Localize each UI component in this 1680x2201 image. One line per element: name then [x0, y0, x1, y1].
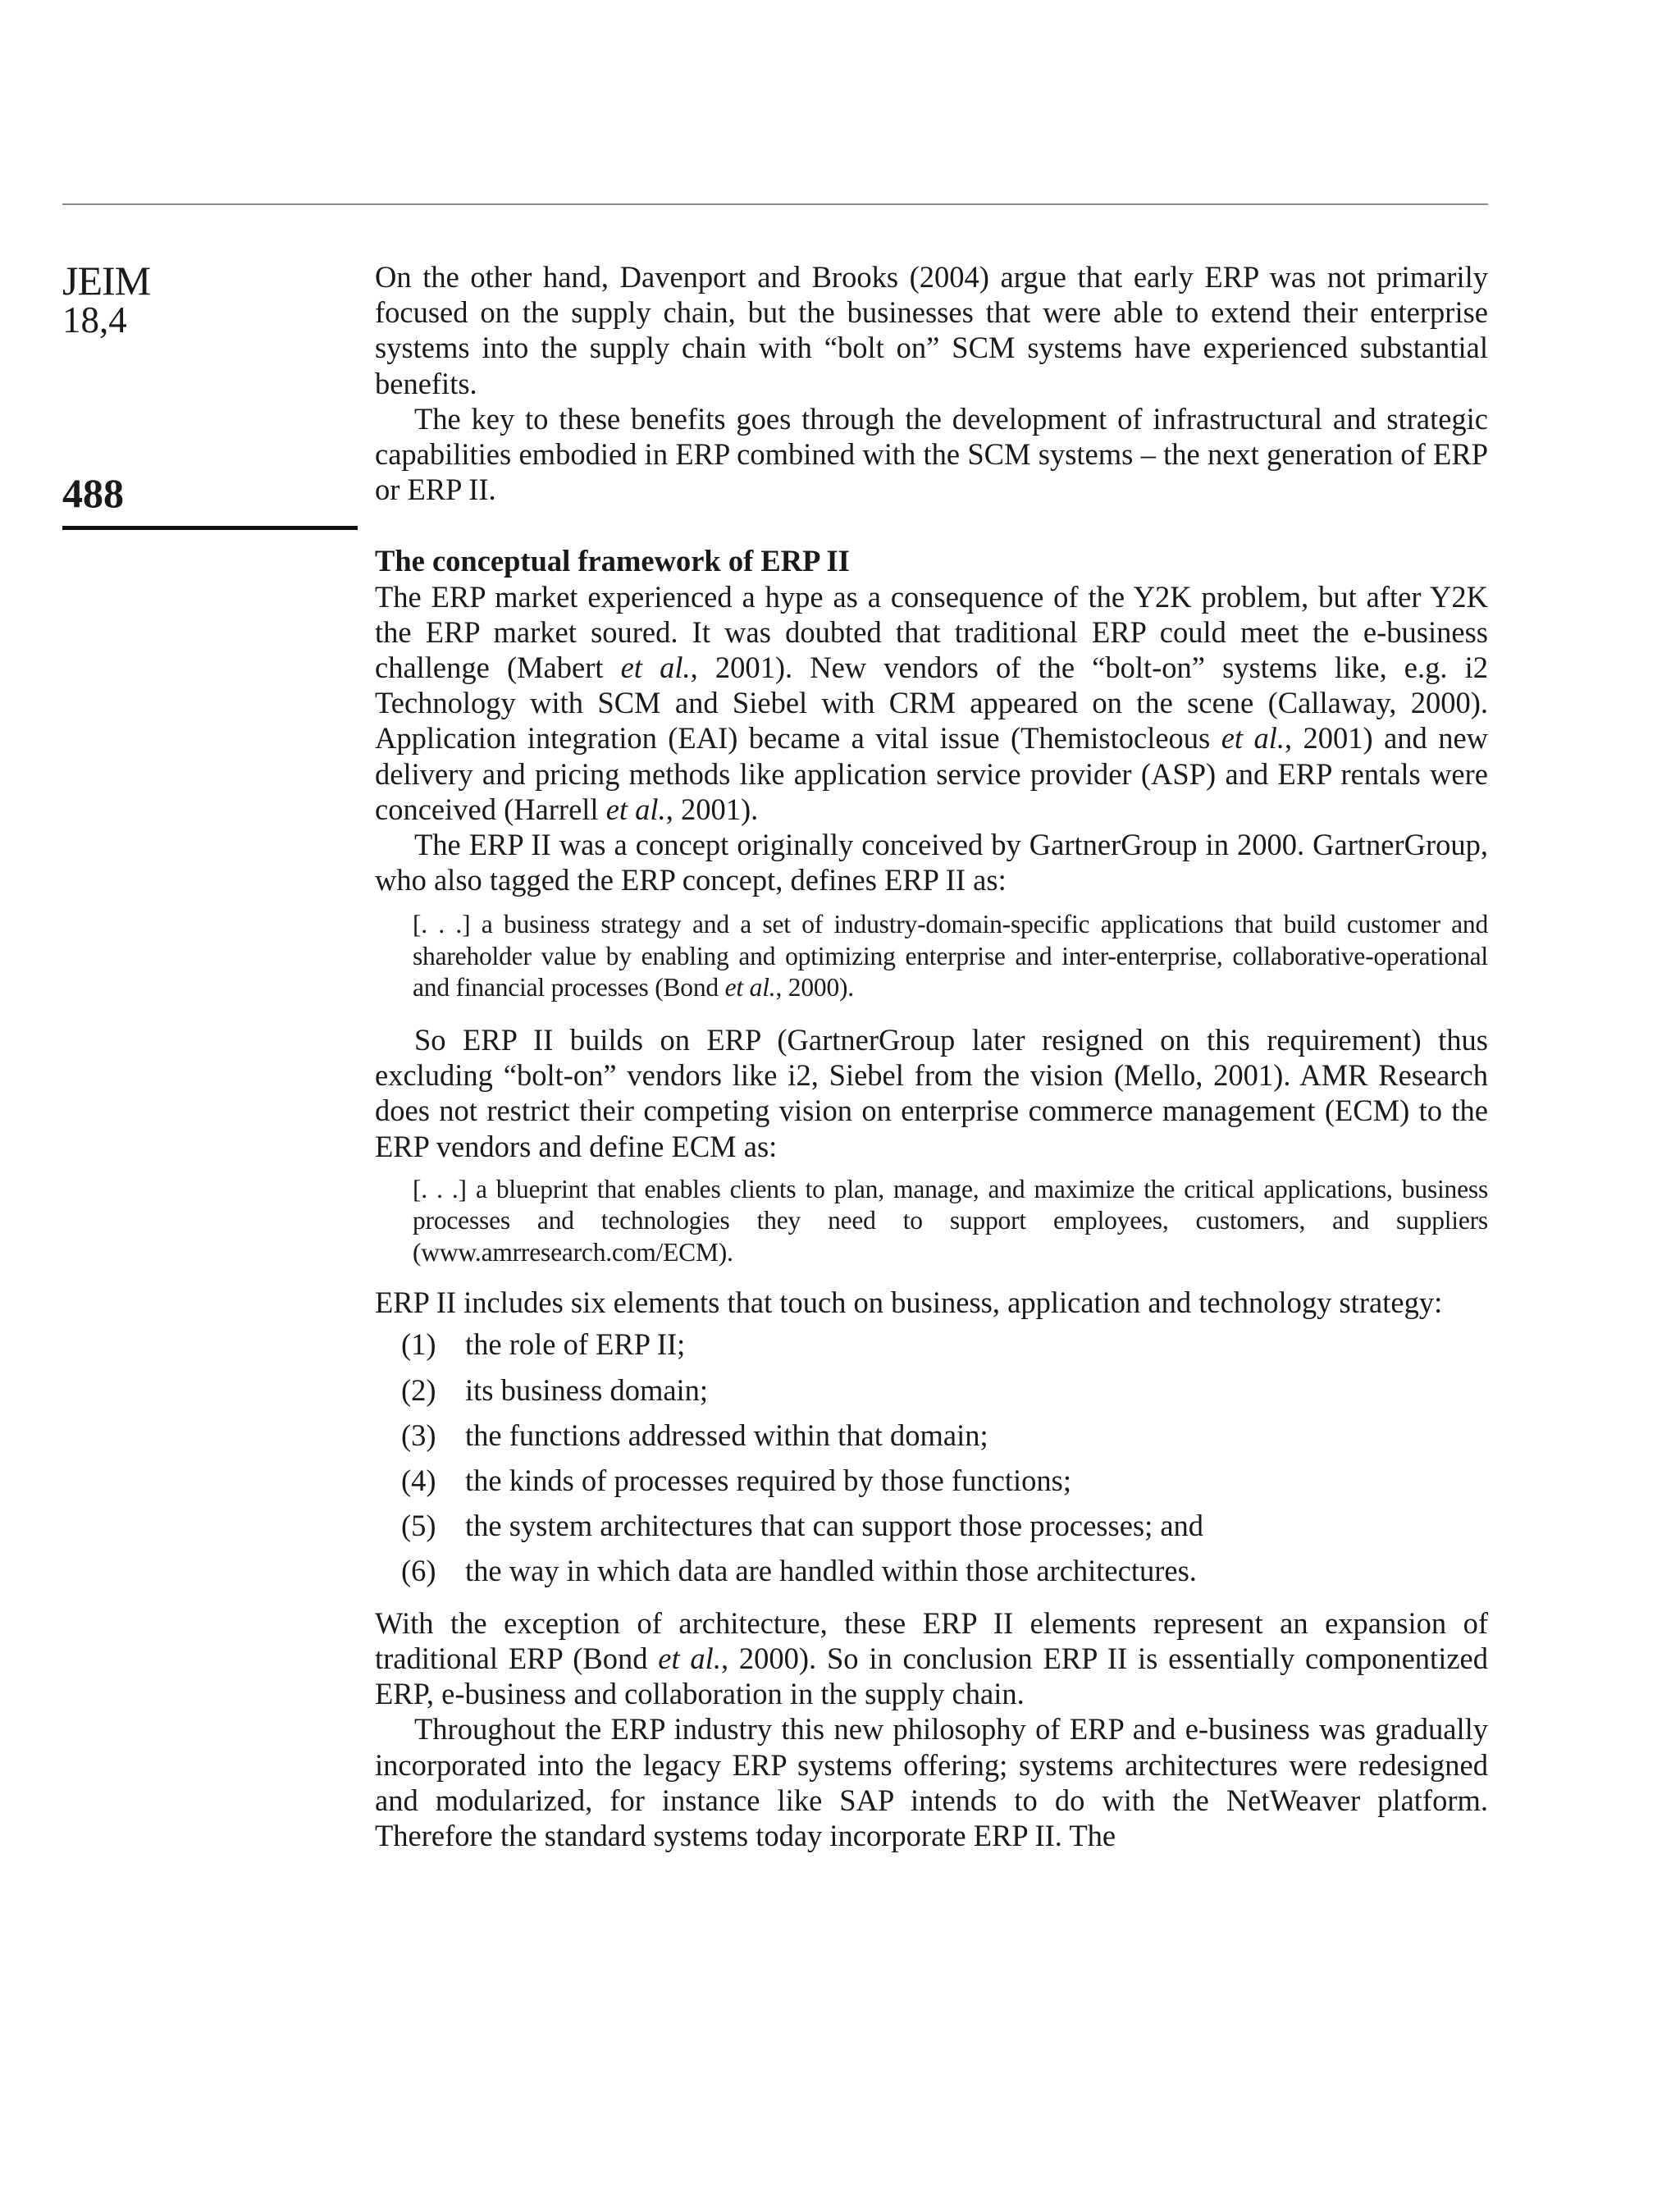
- list-item: (1) the role of ERP II;: [401, 1327, 686, 1362]
- paragraph-3: The ERP market experienced a hype as a consequence of the Y2K problem, but after Y2K the ERP market soured. It was doubted that traditional ERP could meet the e-business challenge (Mabert et al., 2001). New vendors of the “bolt-on” systems like, e.g. i2 Technology with SCM and Siebel with CRM appeared on the scene (Callaway, 2000). Application integration (EAI) became a vital issue (Themistocleous et al., 2001) and new delivery and pricing methods like application service provider (ASP) and ERP rentals were conceived (Harrell et al., 2001).: [375, 579, 1489, 826]
- page-number: 488: [62, 470, 124, 516]
- header-rule: [62, 203, 1488, 205]
- paragraph-6: ERP II includes six elements that touch on business, application and technology strategy:: [375, 1285, 1443, 1320]
- journal-name: JEIM: [62, 258, 151, 304]
- list-item: (4) the kinds of processes required by those functions;: [401, 1464, 1071, 1498]
- list-item: (2) its business domain;: [401, 1372, 709, 1407]
- paragraph-5: So ERP II builds on ERP (GartnerGroup later resigned on this requirement) thus excluding “bolt-on” vendors like i2, Siebel from the vision (Mello, 2001). AMR Research does not restrict their competing vision on enterprise commerce management (ECM) to the ERP vendors and define ECM as:: [375, 1022, 1488, 1163]
- article-body: [375, 259, 1488, 1853]
- page-number-rule: [62, 526, 358, 530]
- running-head: [62, 258, 358, 340]
- elements-list: [375, 1327, 1488, 1588]
- list-item: (5) the system architectures that can support those processes; and: [401, 1509, 1204, 1543]
- section-heading: The conceptual framework of ERP II: [375, 544, 850, 578]
- block-quote-gartner: [. . .] a business strategy and a set of industry-domain-specific applications that build customer and shareholder value by enabling and optimizing enterprise and inter-enterprise, collaborative-operational and financial processes (Bond et al., 2000).: [413, 910, 1488, 1002]
- paragraph-4: The ERP II was a concept originally conceived by GartnerGroup in 2000. GartnerGroup, who also tagged the ERP concept, defines ERP II as:: [375, 828, 1488, 897]
- list-item: (3) the functions addressed within that domain;: [401, 1418, 988, 1452]
- paragraph-2: The key to these benefits goes through the development of infrastructural and strategic capabilities embodied in ERP combined with the SCM systems – the next generation of ERP or ERP II.: [375, 401, 1488, 507]
- paragraph-1: On the other hand, Davenport and Brooks (2004) argue that early ERP was not primarily focused on the supply chain, but the businesses that were able to extend their enterprise systems into the supply chain with “bolt on” SCM systems have experienced substantial benefits.: [375, 260, 1488, 400]
- block-quote-amr: [. . .] a blueprint that enables clients to plan, manage, and maximize the critical applications, business processes and technologies they need to support employees, customers, and suppliers (www.amrresearch.com/ECM).: [413, 1174, 1488, 1267]
- volume-issue: 18,4: [62, 299, 127, 340]
- list-item: (6) the way in which data are handled within those architectures.: [401, 1554, 1197, 1588]
- paragraph-7: With the exception of architecture, these ERP II elements represent an expansion of traditional ERP (Bond et al., 2000). So in conclusion ERP II is essentially componentized ERP, e-business and collaboration in the supply chain.: [375, 1605, 1488, 1711]
- paragraph-8: Throughout the ERP industry this new philosophy of ERP and e-business was gradually incorporated into the legacy ERP systems offering; systems architectures were redesigned and modularized, for instance like SAP intends to do with the NetWeaver platform. Therefore the standard systems today incorporate ERP II. The: [375, 1712, 1488, 1852]
